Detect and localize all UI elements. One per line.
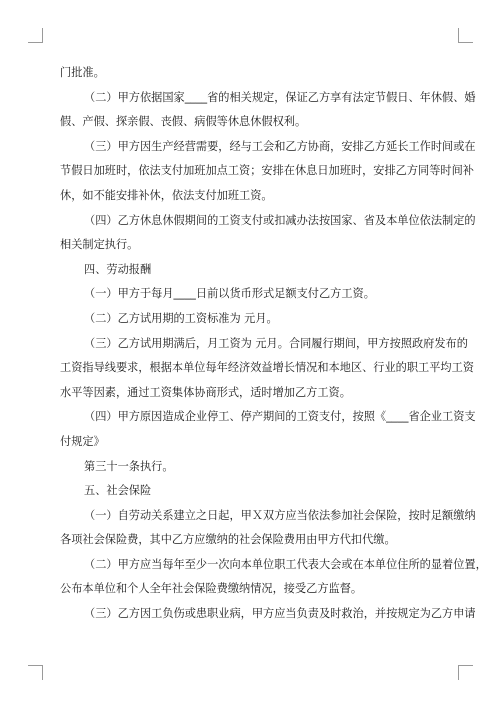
text-line: 相关制定执行。 bbox=[60, 238, 139, 252]
document-body bbox=[60, 61, 487, 627]
text-line: （二）甲方依据国家____省的相关规定，保证乙方享有法定节假日、年休假、婚 bbox=[84, 90, 476, 104]
text-line: （二）甲方应当每年至少一次向本单位职工代表大会或在本单位住所的显着位置， bbox=[84, 557, 487, 571]
crop-mark-top-left bbox=[28, 28, 43, 43]
text-line: 假、产假、探亲假、丧假、病假等休息休假权利。 bbox=[60, 115, 307, 129]
text-line: 节假日加班时，依法支付加班加点工资；安排在休息日加班时，安排乙方同等时间补 bbox=[60, 164, 474, 178]
section-heading: 四、劳动报酬 bbox=[84, 262, 152, 276]
text-line: （三）乙方试用期满后，月工资为 元月。合同履行期间，甲方按照政府发布的 bbox=[84, 336, 468, 350]
text-line: （一）自劳动关系建立之日起，甲Ｘ双方应当依法参加社会保险，按时足额缴纳 bbox=[84, 508, 476, 522]
text-line: （一）甲方于每月____日前以货币形式足额支付乙方工资。 bbox=[84, 287, 375, 301]
text-line: 各项社会保险费，其中乙方应缴纳的社会保险费用由甲方代扣代缴。 bbox=[60, 533, 396, 547]
crop-mark-bottom-left bbox=[28, 665, 43, 680]
section-heading: 五、社会保险 bbox=[84, 484, 152, 498]
crop-mark-top-right bbox=[458, 28, 473, 43]
text-line: 工资指导线要求，根据本单位每年经济效益增长情况和本地区、行业的职工平均工资 bbox=[60, 361, 474, 375]
text-line: 水平等因素，通过工资集体协商形式，适时增加乙方工资。 bbox=[60, 385, 351, 399]
text-line: （三）甲方因生产经营需要，经与工会和乙方协商，安排乙方延长工作时间或在 bbox=[84, 139, 476, 153]
text-line: 公布本单位和个人全年社会保险费缴纳情况，接受乙方监督。 bbox=[60, 582, 363, 596]
text-line: （四）乙方休息休假期间的工资支付或扣减办法按国家、省及本单位依法制定的 bbox=[84, 213, 476, 227]
text-line: 付规定》 bbox=[60, 434, 105, 448]
crop-mark-bottom-right bbox=[458, 665, 473, 680]
text-line: 门批准。 bbox=[60, 66, 105, 79]
text-line: 休，如不能安排补休，依法支付加班工资。 bbox=[60, 188, 273, 202]
text-line: （四）甲方原因造成企业停工、停产期间的工资支付，按照《____省企业工资支 bbox=[84, 410, 476, 424]
text-line: （二）乙方试用期的工资标准为 元月。 bbox=[84, 311, 278, 325]
text-line: （三）乙方因工负伤或患职业病，甲方应当负责及时救治，并按规定为乙方申请 bbox=[84, 607, 476, 621]
text-line: 第三十一条执行。 bbox=[84, 459, 174, 473]
